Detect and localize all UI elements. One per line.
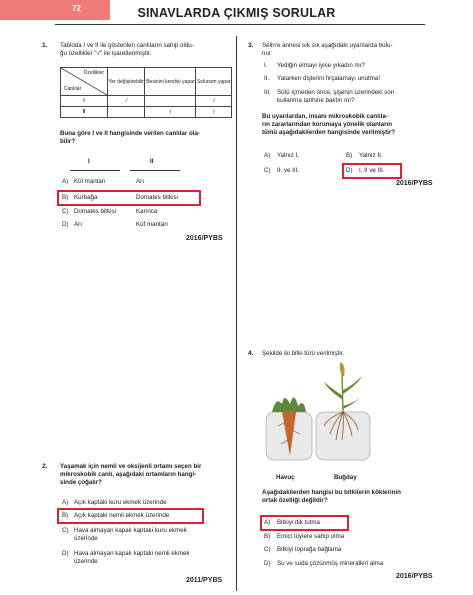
q1-answer-highlight — [57, 190, 201, 206]
q1-option-d-first[interactable]: Arı — [74, 221, 82, 228]
q3-question-line1: Bu uyarılardan, insanı mikroskobik canlıla- — [262, 113, 388, 120]
q3-option-a-letter[interactable]: A) — [264, 152, 271, 159]
q1-option-a-second[interactable]: Arı — [136, 178, 144, 185]
q1-option-c-second[interactable]: Karınca — [136, 208, 158, 215]
table-col-header: Besinini kendisi yapar — [145, 68, 196, 96]
q3-item-3-line1: Sütü içmeden önce, şişenin üzerindeki son — [277, 89, 395, 96]
q1-option-b-second[interactable]: Domates bitkisi — [136, 194, 178, 201]
table-corner-top: Özellikler — [83, 70, 104, 76]
plant-label-carrot: Havuç — [276, 474, 295, 481]
q1-question-line1: Buna göre I ve II hangisinde verilen canlılar ola- — [60, 130, 200, 137]
plant-label-wheat: Buğday — [334, 474, 357, 481]
q3-option-d-letter[interactable]: D) — [346, 167, 353, 174]
q2-option-a-letter[interactable]: A) — [62, 499, 69, 506]
table-col-header: Yer değiştirebilir — [108, 68, 145, 96]
table-cell: √ — [108, 96, 145, 107]
q3-answer-highlight — [342, 163, 402, 179]
wheat-ear — [340, 362, 345, 376]
table-row-label: I — [61, 96, 108, 107]
q4-option-b-letter[interactable]: B) — [264, 533, 271, 540]
q2-answer-highlight — [57, 508, 204, 524]
q4-option-d-text[interactable]: Su ve suda çözünmüş mineralleri alma — [277, 560, 384, 567]
table-cell — [145, 96, 196, 107]
q3-option-b-letter[interactable]: B) — [346, 152, 353, 159]
table-corner-bottom: Canlılar — [64, 86, 82, 92]
title-underline — [55, 24, 425, 25]
q3-question-line2: rın zararlarından korumaya yönelik olanların — [262, 121, 392, 128]
column-divider — [236, 36, 237, 591]
table-cell: √ — [145, 107, 196, 118]
q3-option-a-text[interactable]: Yalnız I. — [277, 152, 299, 159]
q2-option-d-letter[interactable]: D) — [62, 550, 69, 557]
q2-source: 2011/PYBS — [186, 577, 223, 584]
q1-stem-line2: ğu özellikler "√" ile işaretlenmiştir. — [60, 50, 152, 57]
q1-option-a-first[interactable]: Kül mantarı — [74, 178, 106, 185]
q2-number: 2. — [42, 463, 48, 470]
q4-option-a-text[interactable]: Bitkiyi dik tutma — [277, 519, 320, 526]
q1-traits-table — [60, 67, 232, 118]
q3-source: 2016/PYBS — [396, 180, 433, 187]
q1-option-d-letter[interactable]: D) — [62, 221, 69, 228]
q2-option-d-line1[interactable]: Hava almayan kapalı kaptaki nemli ekmek — [74, 550, 190, 557]
carrot-leaves — [272, 397, 306, 412]
q2-option-b-letter[interactable]: B) — [62, 512, 69, 519]
q2-option-c-line2[interactable]: üzerinde — [74, 535, 98, 542]
table-cell: √ — [196, 107, 232, 118]
page-title: SINAVLARDA ÇIKMIŞ SORULAR — [137, 6, 336, 20]
q3-item-1-num: I. — [264, 62, 268, 69]
q1-question-line2: bilir? — [60, 138, 76, 145]
table-cell: √ — [196, 96, 232, 107]
table-col-header: Solunum yapar — [196, 68, 232, 96]
table-row-label: II — [61, 107, 108, 118]
q4-number: 4. — [248, 350, 254, 357]
plants-illustration — [264, 360, 374, 470]
q4-stem: Şekilde iki bitki türü verilmiştir. — [262, 350, 345, 357]
q1-option-b-letter[interactable]: B) — [62, 194, 69, 201]
q4-option-c-text[interactable]: Bitkiyi toprağa bağlama — [277, 546, 342, 553]
q4-option-b-text[interactable]: Emici tüylere sahip olma — [277, 533, 345, 540]
q2-option-c-letter[interactable]: C) — [62, 527, 69, 534]
q3-item-3-num: III. — [264, 89, 271, 96]
q2-option-b-text[interactable]: Açık kaptaki nemli ekmek üzerinde — [74, 512, 170, 519]
q1-col-header-i: I — [88, 158, 90, 165]
q1-source: 2016/PYBS — [186, 235, 223, 242]
q3-item-2-num: II. — [264, 75, 270, 82]
q3-stem-line1: Selin'e annesi sık sık aşağıdaki uyarılarda bulu- — [262, 42, 393, 49]
q1-col-underline-i — [70, 170, 120, 171]
q4-source: 2016/PYBS — [396, 573, 433, 580]
q3-question-line3: tümü aşağıdakilerden hangisinde verilmiştir? — [262, 129, 396, 136]
q2-stem-line2: mikroskobik canlı, aşağıdaki ortamların hangi- — [60, 471, 197, 478]
q4-option-d-letter[interactable]: D) — [264, 560, 271, 567]
q2-stem-line1: Yaşamak için nemli ve oksijenli ortamı seçen bir — [60, 463, 202, 470]
q4-answer-highlight — [260, 515, 349, 531]
wheat-stalk — [342, 374, 343, 412]
q1-option-c-first[interactable]: Domates bitkisi — [74, 208, 116, 215]
q1-option-b-first[interactable]: Kurbağa — [74, 194, 98, 201]
q1-option-c-letter[interactable]: C) — [62, 208, 69, 215]
q3-stem-line2: nur: — [262, 50, 273, 57]
q2-option-d-line2[interactable]: üzerinde — [74, 558, 98, 565]
table-cell — [108, 107, 145, 118]
q2-option-c-line1[interactable]: Hava almayan kapalı kaptaki kuru ekmek — [74, 527, 187, 534]
q3-option-d-text[interactable]: I, II ve III. — [359, 167, 385, 174]
q3-option-c-text[interactable]: II. ve III. — [277, 167, 300, 174]
q3-option-b-text[interactable]: Yalnız II. — [359, 152, 383, 159]
q1-option-d-second[interactable]: Küf mantarı — [136, 221, 168, 228]
q1-col-underline-ii — [130, 170, 180, 171]
q1-number: 1. — [42, 42, 48, 49]
q3-item-2-text: Yatarken dişlerini fırçalamayı unutma! — [277, 75, 381, 82]
q4-question-line2: ortak özelliği değildir? — [262, 497, 328, 504]
q3-item-3-line2: kullanma tarihine baktın mı? — [277, 97, 355, 104]
q4-option-a-letter[interactable]: A) — [264, 519, 271, 526]
q3-number: 3. — [248, 42, 254, 49]
q1-stem-line1: Tabloda I ve II ile gösterilen canlıların sahip oldu- — [60, 42, 194, 49]
q2-stem-line3: sinde çoğalır? — [60, 479, 102, 486]
q4-question-line1: Aşağıdakilerden hangisi bu bitkilerin köklerinin — [262, 489, 401, 496]
q1-option-a-letter[interactable]: A) — [62, 178, 69, 185]
table-corner-cell — [61, 68, 107, 95]
q3-item-1-text: Yediğin elmayı iyice yıkadın mı? — [277, 62, 365, 69]
table-row — [61, 96, 232, 107]
q3-option-c-letter[interactable]: C) — [264, 167, 271, 174]
q2-option-a-text[interactable]: Açık kaptaki kuru ekmek üzerinde — [74, 499, 167, 506]
q1-col-header-ii: II — [150, 158, 154, 165]
table-row — [61, 107, 232, 118]
page-number: 72 — [72, 4, 81, 13]
q4-option-c-letter[interactable]: C) — [264, 546, 271, 553]
